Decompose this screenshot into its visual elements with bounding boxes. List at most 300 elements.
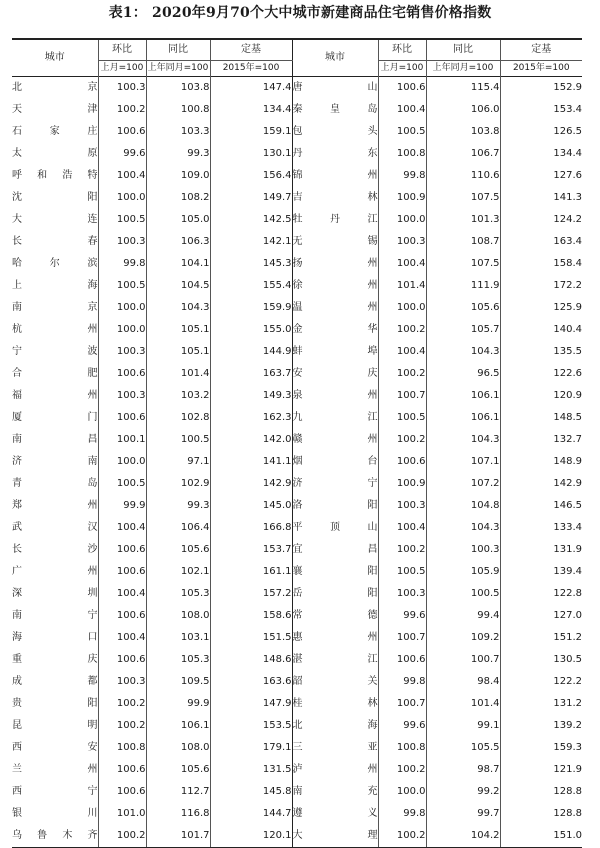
table-row [12,693,582,715]
city-name-cell: 福州 [12,390,98,401]
yoy-index-cell: 96.5 [426,363,500,385]
mom-index-cell: 99.8 [98,253,146,275]
city-name-cell: 丹东 [292,143,378,165]
yoy-index-cell: 101.4 [146,363,210,385]
base-index-cell: 151.2 [500,627,582,649]
city-name-cell: 吉林 [292,187,378,209]
yoy-index-cell: 109.5 [146,671,210,693]
table-row [12,187,582,209]
mom-index-cell: 100.4 [98,583,146,605]
city-name-cell: 泉州 [292,385,378,407]
mom-index-cell: 100.6 [98,605,146,627]
base-index-cell: 121.9 [500,759,582,781]
city-name-cell: 济南 [12,456,98,467]
mom-index-cell: 100.0 [378,297,426,319]
mom-index-cell: 100.6 [98,649,146,671]
mom-index-cell: 100.6 [98,781,146,803]
base-index-cell: 132.7 [500,429,582,451]
city-name-cell: 重庆 [12,654,98,665]
mom-index-cell: 100.4 [378,517,426,539]
table-row [12,143,582,165]
yoy-index-cell: 116.8 [146,803,210,825]
table-row [12,759,582,781]
mom-index-cell: 100.8 [378,737,426,759]
mom-index-cell: 100.6 [98,407,146,429]
mom-index-cell: 99.6 [378,605,426,627]
base-index-cell: 125.9 [500,297,582,319]
mom-index-cell: 100.8 [378,143,426,165]
base-index-cell: 124.2 [500,209,582,231]
city-name-cell: 烟台 [292,451,378,473]
base-index-cell: 151.0 [500,825,582,848]
city-name-cell: 锦州 [292,165,378,187]
city-name-cell: 泸州 [292,759,378,781]
mom-index-cell: 100.4 [98,165,146,187]
table-row [12,649,582,671]
base-index-cell: 139.2 [500,715,582,737]
base-index-cell: 153.4 [500,99,582,121]
city-name-cell: 金华 [292,319,378,341]
base-index-cell: 158.6 [210,605,292,627]
city-name-cell: 哈尔滨 [12,258,98,269]
column-header-base: 定基 [210,39,292,61]
yoy-index-cell: 99.2 [426,781,500,803]
yoy-index-cell: 109.0 [146,165,210,187]
table-row [12,561,582,583]
base-index-cell: 130.5 [500,649,582,671]
yoy-index-cell: 109.2 [426,627,500,649]
city-name-cell: 西宁 [12,786,98,797]
yoy-index-cell: 105.5 [426,737,500,759]
base-index-cell: 127.6 [500,165,582,187]
city-name-cell: 兰州 [12,764,98,775]
mom-index-cell: 100.0 [98,451,146,473]
base-index-cell: 147.4 [210,77,292,100]
table-row [12,803,582,825]
yoy-index-cell: 104.3 [426,517,500,539]
table-row [12,781,582,803]
base-index-cell: 134.4 [210,99,292,121]
base-index-cell: 163.4 [500,231,582,253]
mom-index-cell: 100.6 [98,561,146,583]
mom-index-cell: 100.2 [378,539,426,561]
yoy-index-cell: 106.1 [146,715,210,737]
base-index-cell: 155.0 [210,319,292,341]
yoy-index-cell: 97.1 [146,451,210,473]
yoy-index-cell: 100.7 [426,649,500,671]
yoy-index-cell: 99.7 [426,803,500,825]
column-header-base: 定基 [500,39,582,61]
city-name-cell: 北京 [12,82,98,93]
city-name-cell: 宜昌 [292,539,378,561]
city-name-cell: 湛江 [292,649,378,671]
yoy-index-cell: 105.6 [426,297,500,319]
city-name-cell: 洛阳 [292,495,378,517]
yoy-index-cell: 107.1 [426,451,500,473]
base-index-cell: 161.1 [210,561,292,583]
column-subheader-base: 2015年=100 [500,61,582,77]
yoy-index-cell: 115.4 [426,77,500,100]
base-index-cell: 142.1 [210,231,292,253]
yoy-index-cell: 100.5 [426,583,500,605]
city-name-cell: 南宁 [12,610,98,621]
city-name-cell: 济宁 [292,473,378,495]
city-name-cell: 蚌埠 [292,341,378,363]
mom-index-cell: 100.0 [98,187,146,209]
yoy-index-cell: 107.2 [426,473,500,495]
table-header [12,39,582,77]
city-name-cell: 襄阳 [292,561,378,583]
city-name-cell: 三亚 [292,737,378,759]
table-row [12,121,582,143]
column-header-mom: 环比 [98,39,146,61]
mom-index-cell: 100.0 [98,319,146,341]
mom-index-cell: 100.6 [98,759,146,781]
yoy-index-cell: 103.8 [426,121,500,143]
mom-index-cell: 100.5 [98,473,146,495]
yoy-index-cell: 103.3 [146,121,210,143]
base-index-cell: 145.8 [210,781,292,803]
base-index-cell: 146.5 [500,495,582,517]
base-index-cell: 153.7 [210,539,292,561]
base-index-cell: 120.9 [500,385,582,407]
table-row [12,473,582,495]
base-index-cell: 163.7 [210,363,292,385]
mom-index-cell: 100.7 [378,385,426,407]
mom-index-cell: 100.1 [98,429,146,451]
yoy-index-cell: 101.4 [426,693,500,715]
yoy-index-cell: 104.3 [426,429,500,451]
yoy-index-cell: 99.3 [146,143,210,165]
yoy-index-cell: 101.7 [146,825,210,848]
column-subheader-base: 2015年=100 [210,61,292,77]
mom-index-cell: 100.3 [98,77,146,100]
base-index-cell: 156.4 [210,165,292,187]
mom-index-cell: 100.2 [98,693,146,715]
mom-index-cell: 100.2 [98,99,146,121]
base-index-cell: 131.2 [500,693,582,715]
yoy-index-cell: 99.9 [146,693,210,715]
city-name-cell: 呼和浩特 [12,170,98,181]
city-name-cell: 大连 [12,214,98,225]
base-index-cell: 166.8 [210,517,292,539]
city-name-cell: 乌鲁木齐 [12,825,98,848]
mom-index-cell: 100.4 [98,517,146,539]
yoy-index-cell: 112.7 [146,781,210,803]
yoy-index-cell: 104.5 [146,275,210,297]
city-name-cell: 南京 [12,302,98,313]
city-name-cell: 无锡 [292,231,378,253]
base-index-cell: 163.6 [210,671,292,693]
column-subheader-mom: 上月=100 [98,61,146,77]
column-header-yoy: 同比 [146,39,210,61]
city-name-cell: 厦门 [12,412,98,423]
yoy-index-cell: 100.5 [146,429,210,451]
yoy-index-cell: 99.4 [426,605,500,627]
yoy-index-cell: 102.1 [146,561,210,583]
base-index-cell: 157.2 [210,583,292,605]
yoy-index-cell: 102.8 [146,407,210,429]
city-name-cell: 长春 [12,236,98,247]
base-index-cell: 147.9 [210,693,292,715]
mom-index-cell: 100.4 [378,253,426,275]
yoy-index-cell: 104.3 [426,341,500,363]
base-index-cell: 142.9 [210,473,292,495]
city-name-cell: 深圳 [12,588,98,599]
city-name-cell: 安庆 [292,363,378,385]
yoy-index-cell: 98.7 [426,759,500,781]
city-name-cell: 常德 [292,605,378,627]
yoy-index-cell: 107.5 [426,253,500,275]
column-header-city: 城市 [44,52,65,63]
city-name-cell: 徐州 [292,275,378,297]
city-name-cell: 银川 [12,808,98,819]
yoy-index-cell: 111.9 [426,275,500,297]
base-index-cell: 155.4 [210,275,292,297]
table-row [12,253,582,275]
base-index-cell: 142.0 [210,429,292,451]
yoy-index-cell: 105.1 [146,341,210,363]
base-index-cell: 120.1 [210,825,292,848]
base-index-cell: 148.9 [500,451,582,473]
mom-index-cell: 100.5 [378,407,426,429]
base-index-cell: 139.4 [500,561,582,583]
base-index-cell: 158.4 [500,253,582,275]
yoy-index-cell: 105.7 [426,319,500,341]
city-name-cell: 赣州 [292,429,378,451]
table-row [12,275,582,297]
column-header-city: 城市 [292,39,378,77]
yoy-index-cell: 104.3 [146,297,210,319]
table-row [12,209,582,231]
mom-index-cell: 100.6 [98,539,146,561]
yoy-index-cell: 110.6 [426,165,500,187]
mom-index-cell: 100.0 [378,781,426,803]
city-name-cell: 岳阳 [292,583,378,605]
base-index-cell: 122.6 [500,363,582,385]
base-index-cell: 144.9 [210,341,292,363]
mom-index-cell: 100.2 [378,759,426,781]
yoy-index-cell: 105.6 [146,759,210,781]
table-row [12,99,582,121]
table-row [12,319,582,341]
base-index-cell: 159.3 [500,737,582,759]
mom-index-cell: 99.8 [378,803,426,825]
base-index-cell: 122.8 [500,583,582,605]
table-row [12,297,582,319]
base-index-cell: 133.4 [500,517,582,539]
base-index-cell: 131.9 [500,539,582,561]
base-index-cell: 145.0 [210,495,292,517]
mom-index-cell: 100.9 [378,187,426,209]
mom-index-cell: 100.2 [98,715,146,737]
city-name-cell: 九江 [292,407,378,429]
table-row [12,671,582,693]
city-name-cell: 青岛 [12,478,98,489]
city-name-cell: 惠州 [292,627,378,649]
column-header-mom: 环比 [378,39,426,61]
mom-index-cell: 100.6 [98,363,146,385]
yoy-index-cell: 104.8 [426,495,500,517]
yoy-index-cell: 105.9 [426,561,500,583]
city-name-cell: 太原 [12,148,98,159]
city-name-cell: 宁波 [12,346,98,357]
yoy-index-cell: 103.2 [146,385,210,407]
base-index-cell: 126.5 [500,121,582,143]
yoy-index-cell: 99.1 [426,715,500,737]
yoy-index-cell: 99.3 [146,495,210,517]
yoy-index-cell: 105.3 [146,583,210,605]
yoy-index-cell: 106.4 [146,517,210,539]
column-subheader-yoy: 上年同月=100 [146,61,210,77]
mom-index-cell: 100.2 [378,825,426,848]
base-index-cell: 151.5 [210,627,292,649]
mom-index-cell: 100.5 [98,275,146,297]
city-name-cell: 长沙 [12,544,98,555]
table-row [12,429,582,451]
mom-index-cell: 100.2 [378,363,426,385]
table-row [12,385,582,407]
city-name-cell: 贵阳 [12,698,98,709]
base-index-cell: 159.9 [210,297,292,319]
base-index-cell: 134.4 [500,143,582,165]
mom-index-cell: 100.2 [98,825,146,848]
mom-index-cell: 100.6 [378,649,426,671]
table-row [12,407,582,429]
yoy-index-cell: 98.4 [426,671,500,693]
table-row [12,77,582,100]
table-row [12,165,582,187]
yoy-index-cell: 106.1 [426,407,500,429]
table-row [12,363,582,385]
city-name-cell: 沈阳 [12,192,98,203]
mom-index-cell: 100.5 [98,209,146,231]
yoy-index-cell: 106.0 [426,99,500,121]
yoy-index-cell: 103.8 [146,77,210,100]
mom-index-cell: 100.6 [378,451,426,473]
mom-index-cell: 99.8 [378,671,426,693]
city-name-cell: 杭州 [12,324,98,335]
mom-index-cell: 100.3 [378,583,426,605]
city-name-cell: 昆明 [12,720,98,731]
mom-index-cell: 100.5 [378,561,426,583]
city-name-cell: 上海 [12,280,98,291]
yoy-index-cell: 106.3 [146,231,210,253]
base-index-cell: 140.4 [500,319,582,341]
mom-index-cell: 100.0 [378,209,426,231]
yoy-index-cell: 108.0 [146,605,210,627]
city-name-cell: 天津 [12,104,98,115]
yoy-index-cell: 105.1 [146,319,210,341]
city-name-cell: 西安 [12,742,98,753]
mom-index-cell: 99.6 [98,143,146,165]
base-index-cell: 144.7 [210,803,292,825]
base-index-cell: 131.5 [210,759,292,781]
mom-index-cell: 99.8 [378,165,426,187]
base-index-cell: 135.5 [500,341,582,363]
yoy-index-cell: 101.3 [426,209,500,231]
table-row [12,583,582,605]
yoy-index-cell: 102.9 [146,473,210,495]
mom-index-cell: 100.7 [378,627,426,649]
mom-index-cell: 100.9 [378,473,426,495]
city-name-cell: 武汉 [12,522,98,533]
base-index-cell: 130.1 [210,143,292,165]
mom-index-cell: 100.5 [378,121,426,143]
mom-index-cell: 100.2 [378,319,426,341]
base-index-cell: 148.6 [210,649,292,671]
base-index-cell: 149.7 [210,187,292,209]
mom-index-cell: 100.2 [378,429,426,451]
base-index-cell: 145.3 [210,253,292,275]
table-row [12,825,582,848]
city-name-cell: 韶关 [292,671,378,693]
mom-index-cell: 100.4 [378,99,426,121]
table-row [12,231,582,253]
mom-index-cell: 101.4 [378,275,426,297]
yoy-index-cell: 103.1 [146,627,210,649]
base-index-cell: 153.5 [210,715,292,737]
yoy-index-cell: 106.1 [426,385,500,407]
mom-index-cell: 99.9 [98,495,146,517]
base-index-cell: 128.8 [500,781,582,803]
base-index-cell: 148.5 [500,407,582,429]
mom-index-cell: 100.4 [98,627,146,649]
city-name-cell: 郑州 [12,500,98,511]
mom-index-cell: 100.7 [378,693,426,715]
table-row [12,715,582,737]
city-name-cell: 温州 [292,297,378,319]
column-subheader-yoy: 上年同月=100 [426,61,500,77]
table-row [12,627,582,649]
city-name-cell: 大理 [292,825,378,848]
base-index-cell: 141.1 [210,451,292,473]
table-row [12,737,582,759]
city-name-cell: 包头 [292,121,378,143]
mom-index-cell: 100.3 [378,231,426,253]
base-index-cell: 162.3 [210,407,292,429]
city-name-cell: 扬州 [292,253,378,275]
mom-index-cell: 100.3 [98,341,146,363]
base-index-cell: 149.3 [210,385,292,407]
price-index-table [12,38,582,848]
table-row [12,341,582,363]
column-header-yoy: 同比 [426,39,500,61]
table-row [12,539,582,561]
yoy-index-cell: 105.3 [146,649,210,671]
table-row [12,451,582,473]
city-name-cell: 遵义 [292,803,378,825]
mom-index-cell: 100.0 [98,297,146,319]
yoy-index-cell: 100.8 [146,99,210,121]
base-index-cell: 122.2 [500,671,582,693]
base-index-cell: 142.5 [210,209,292,231]
base-index-cell: 159.1 [210,121,292,143]
city-name-cell: 秦皇岛 [292,99,378,121]
mom-index-cell: 100.3 [98,385,146,407]
city-name-cell: 南昌 [12,434,98,445]
city-name-cell: 平顶山 [292,517,378,539]
table-row [12,605,582,627]
yoy-index-cell: 100.3 [426,539,500,561]
mom-index-cell: 100.3 [98,231,146,253]
yoy-index-cell: 104.2 [426,825,500,848]
mom-index-cell: 100.3 [378,495,426,517]
city-name-cell: 南充 [292,781,378,803]
base-index-cell: 141.3 [500,187,582,209]
mom-index-cell: 100.8 [98,737,146,759]
base-index-cell: 127.0 [500,605,582,627]
